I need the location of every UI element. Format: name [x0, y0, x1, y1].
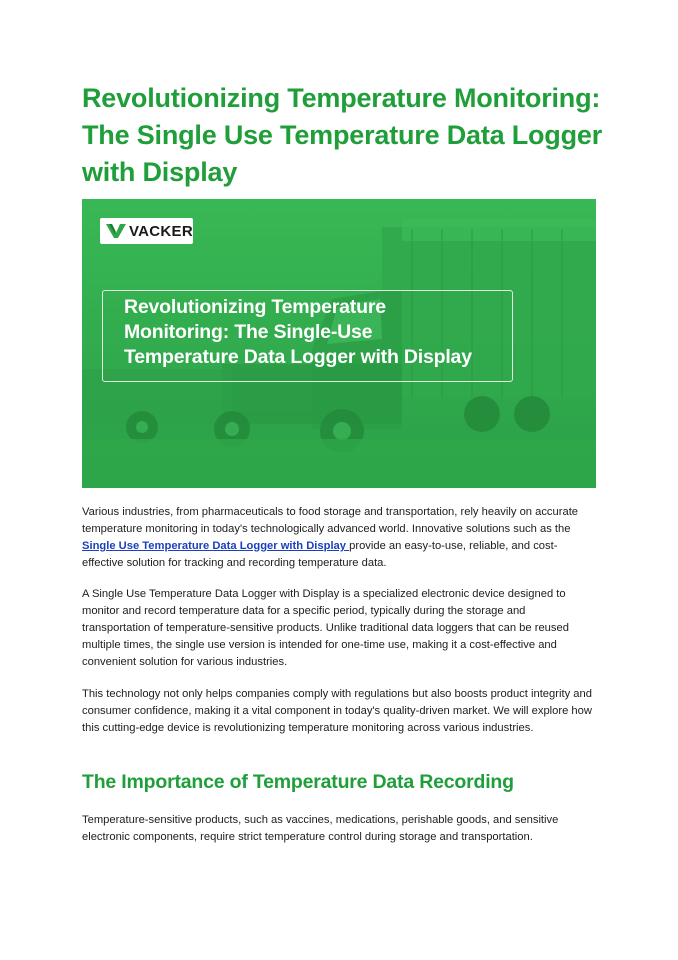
vacker-logo-icon: [106, 224, 126, 238]
section-heading: The Importance of Temperature Data Recording: [82, 771, 514, 793]
banner-heading-line-3: Temperature Data Logger with Display: [124, 346, 472, 368]
paragraph-benefits: This technology not only helps companies comply with regulations but also boosts product integrity and consumer confidence, making it a vital component in today's quality-driven market. We will explore how this cutting-edge device is revolutionizing temperature monitoring across various industries.: [82, 688, 592, 734]
paragraph-definition: A Single Use Temperature Data Logger with Display is a specialized electronic device designed to monitor and record temperature data for a specific period, typically during the storage and transportation of temperature-sensitive products. Unlike traditional data loggers that can be reused multiple times, the single use version is intended for one-time use, making it a cost-effective and convenient solution for various industries.: [82, 588, 569, 668]
product-link[interactable]: Single Use Temperature Data Logger with Display: [82, 540, 350, 552]
title-line-3: with Display: [82, 157, 238, 187]
banner-title-frame: [102, 290, 513, 382]
article-title: [82, 80, 622, 191]
banner-heading-line-1: Revolutionizing Temperature: [124, 296, 386, 318]
banner-heading-line-2: Monitoring: The Single-Use: [124, 321, 373, 343]
vacker-logo: [100, 218, 193, 244]
paragraph-importance: Temperature-sensitive products, such as vaccines, medications, perishable goods, and sensitive electronic components, require strict temperature control during storage and transportation.: [82, 814, 559, 843]
hero-banner-image: [82, 199, 596, 488]
paragraph-intro: [82, 504, 596, 572]
intro-text-before: Various industries, from pharmaceuticals to food storage and transportation, rely heavily on accurate temperature monitoring in today's technologically advanced world. Innovative solutions such as the: [82, 506, 579, 535]
intro-text-after: provide an easy-to-use, reliable, and cost-effective solution for tracking and recording temperature data.: [82, 540, 558, 569]
logo-wordmark: VACKER: [128, 222, 193, 240]
title-line-2: The Single Use Temperature Data Logger: [82, 120, 603, 150]
banner-heading: [124, 295, 512, 370]
title-line-1: Revolutionizing Temperature Monitoring:: [82, 83, 601, 113]
